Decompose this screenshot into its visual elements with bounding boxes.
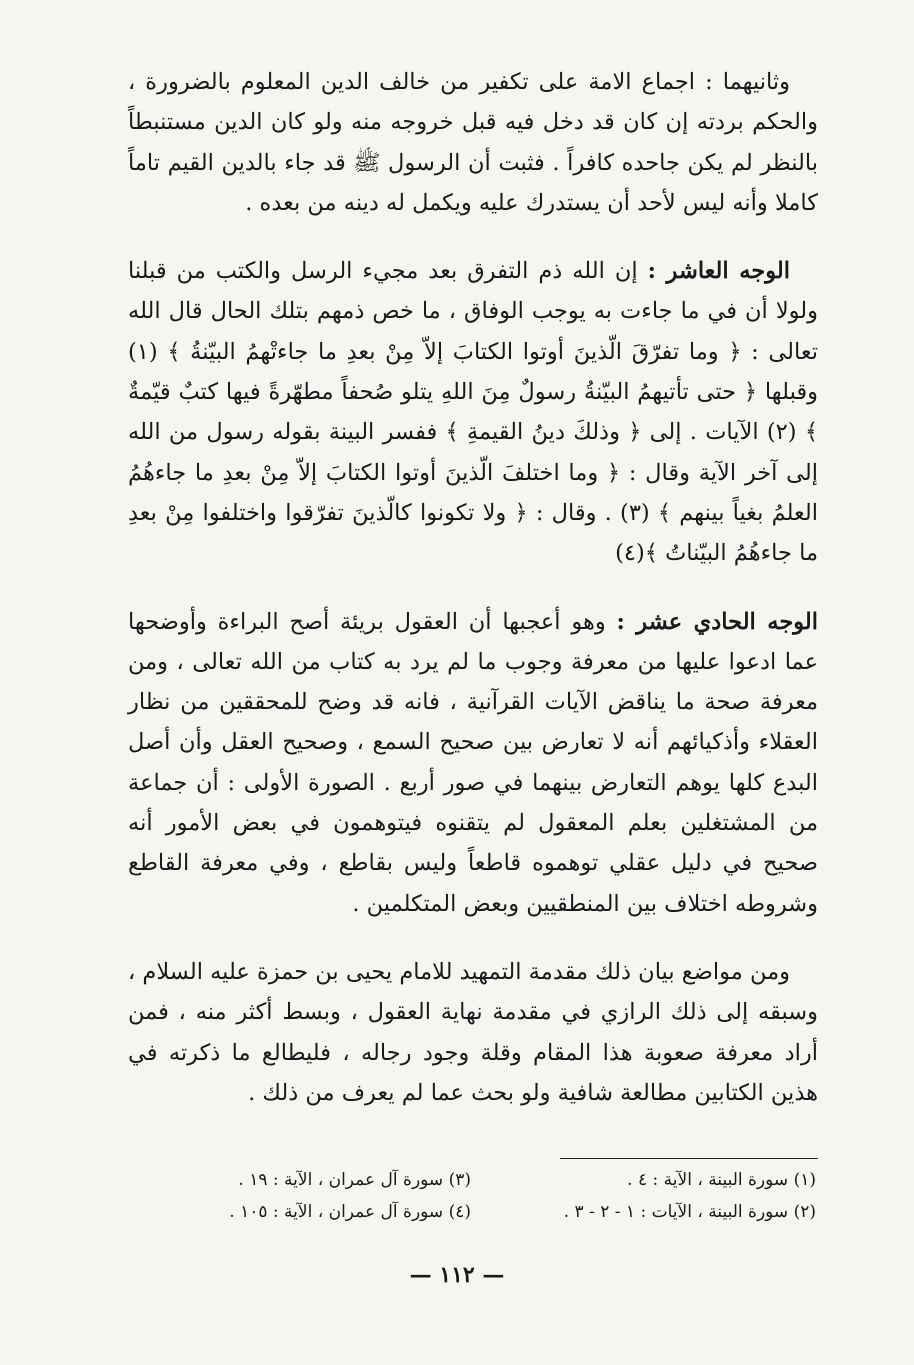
footnote-2: (٢) سورة البينة ، الآيات : ١ - ٢ - ٣ . (563, 1202, 816, 1222)
footnote-4: (٤) سورة آل عمران ، الآية : ١٠٥ . (229, 1202, 471, 1222)
paragraph-3-text: وهو أعجبها أن العقول بريئة أصح البراءة وأوضحها عما ادعوا عليها من معرفة وجوب ما لم يرد به كتاب من الله تعالى ، ومن معرفة صحة ما يناقض الآيات القرآنية ، فانه قد وضح للمحققين من نظار العقلاء وأذكيائهم أنه لا تعارض بين صحيح السمع ، وصحيح العقل وأن أصل البدع كلها يوهم التعارض بينهما في صور أربع . الصورة الأولى : أن جماعة من المشتغلين بعلم المعقول لم يتقنوه فيتوهمون في بعض الأمور أنه صحيح في دليل عقلي توهموه قاطعاً وليس بقاطع ، وفي معرفة القاطع وشروطه اختلاف بين المنطقيين وبعض المتكلمين . (128, 608, 818, 917)
footnote-separator (560, 1158, 818, 1159)
footnote-3: (٣) سورة آل عمران ، الآية : ١٩ . (238, 1170, 471, 1190)
paragraph-1 (128, 62, 818, 223)
paragraph-4-text: ومن مواضع بيان ذلك مقدمة التمهيد للامام يحيى بن حمزة عليه السلام ، وسبقه إلى ذلك الرازي في مقدمة نهاية العقول ، وبسط أكثر منه ، فمن أراد معرفة صعوبة هذا المقام وقلة وجود رجاله ، فليطالع ما ذكرته في هذين الكتابين مطالعة شافية ولو بحث عما لم يعرف من ذلك . (128, 958, 818, 1106)
paragraph-2-heading: الوجه العاشر : (647, 258, 790, 285)
paragraph-1-text: وثانيهما : اجماع الامة على تكفير من خالف الدين المعلوم بالضرورة ، والحكم بردته إن كان قد دخل فيه قبل خروجه منه ولو كان الدين مستنبطاً بالنظر لم يكن جاحده كافراً . فثبت أن الرسول ﷺ قد جاء بالدين القيم تاماً كاملا وأنه ليس لأحد أن يستدرك عليه ويكمل له دينه من بعده . (128, 69, 818, 216)
footnote-row-1 (126, 1167, 816, 1193)
paragraph-2-text: إن الله ذم التفرق بعد مجيء الرسل والكتب من قبلنا ولولا أن في ما جاءت به يوجب الوفاق ، ما خص ذمهم بتلك الحال قال الله تعالى : ﴿ وما تفرّقَ الّذينَ أوتوا الكتابَ إلاّ مِنْ بعدِ ما جاءتْهمُ البيّنةُ ﴾ (١) وقبلها ﴿ حتى تأتيهمُ البيّنةُ رسولٌ مِنَ اللهِ يتلو صُحفاً مطهّرةً فيها كتبٌ قيّمةٌ ﴾ (٢) الآيات . إلى ﴿ وذلكَ دينُ القيمةِ ﴾ ففسر البينة بقوله رسول من الله إلى آخر الآية وقال : ﴿ وما اختلفَ الّذينَ أوتوا الكتابَ إلاّ مِنْ بعدِ ما جاءهُمُ العلمُ بغياً بينهم ﴾ (٣) . وقال : ﴿ ولا تكونوا كالّذينَ تفرّقوا واختلفوا مِنْ بعدِ ما جاءهُمُ البيّناتُ ﴾(٤) (128, 258, 819, 567)
paragraph-3-heading: الوجه الحادي عشر : (616, 608, 818, 635)
footnote-1: (١) سورة البينة ، الآية : ٤ . (627, 1170, 816, 1190)
paragraph-2 (128, 251, 818, 573)
page-number: — ١١٢ — (409, 1262, 505, 1288)
paragraph-3 (128, 602, 818, 924)
footnote-row-2 (126, 1199, 816, 1225)
paragraph-4 (128, 952, 818, 1113)
